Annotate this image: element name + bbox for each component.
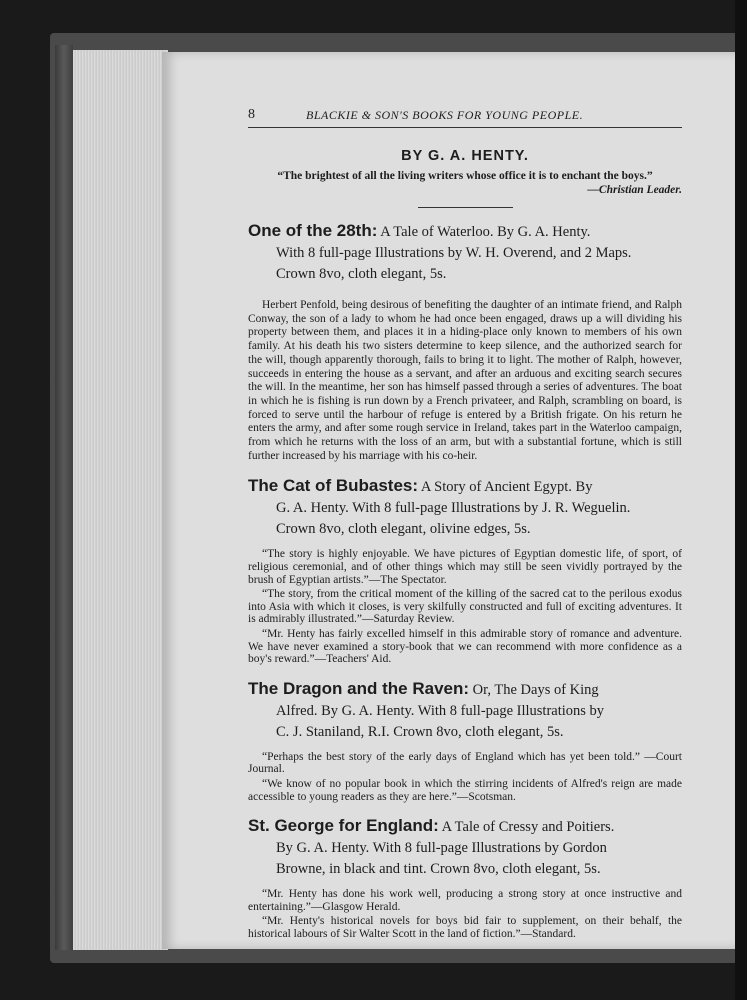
entry-line-3: Crown 8vo, cloth elegant, olivine edges, 5s. xyxy=(276,521,531,538)
entry-heading xyxy=(248,220,682,285)
book-title: The Cat of Bubastes: xyxy=(248,476,419,496)
review-quote: “Mr. Henty has done his work well, producing a strong story at once instructive and entertaining.”—Glasgow Herald. xyxy=(248,888,682,913)
entry-heading xyxy=(248,815,682,880)
review-quote: “The story, from the critical moment of the killing of the sacred cat to the perilous exodus into Asia with which it closes, is very skilfully constructed and full of exciting adventures. It is admirably illustrated.”—Saturday Review. xyxy=(248,588,682,626)
entry-line-1: A Story of Ancient Egypt. By xyxy=(420,479,593,496)
page-number: 8 xyxy=(248,107,256,122)
entry-heading xyxy=(248,678,682,743)
entry-line-1: Or, The Days of King xyxy=(472,681,599,698)
entry-line-2: G. A. Henty. With 8 full-page Illustrations by J. R. Weguelin. xyxy=(276,500,631,517)
entry-line-2: Alfred. By G. A. Henty. With 8 full-page Illustrations by xyxy=(276,702,605,719)
entry-line-3: Crown 8vo, cloth elegant, 5s. xyxy=(276,266,447,282)
book-spine xyxy=(55,45,73,950)
book-entry xyxy=(248,475,682,665)
book-description: Herbert Penfold, being desirous of benefiting the daughter of an intimate friend, and Ralph Conway, the son of a lady to whom he had once been engaged, draws up a will dividing his property between them, and places it in a hiding-place only known to members of his own family. At his death his two sisters determine to keep silence, and the authorized search for the will, though apparently thorough, fails to bring it to light. The mother of Ralph, however, succeeds in entering the house as a servant, and after an arduous and exciting search secures the will. In the meantime, her son has himself passed through a series of adventures. The boat in which he is fishing is run down by a French privateer, and Ralph, scrambling on board, is forced to serve until the harbour of refuge is entered by a British frigate. On his return he enters the army, and after some rough service in Ireland, takes part in the Waterloo campaign, from which he returns with the loss of an arm, but with a substantial fortune, which is still further increased by his marriage with his co-heir. xyxy=(248,299,682,462)
entry-heading xyxy=(248,475,682,540)
divider-rule xyxy=(418,207,513,208)
book-title: St. George for England: xyxy=(248,816,439,836)
epigraph-quote: “The brightest of all the living writers whose office it is to enchant the boys.” xyxy=(277,170,653,182)
page-content xyxy=(248,105,682,941)
review-quote: “Perhaps the best story of the early days of England which has yet been told.” —Court Journal. xyxy=(248,750,682,776)
running-head xyxy=(248,105,682,128)
running-title: BLACKIE & SON'S BOOKS FOR YOUNG PEOPLE. xyxy=(306,108,584,122)
book-title: One of the 28th: xyxy=(248,221,378,240)
review-quote: “We know of no popular book in which the stirring incidents of Alfred's reign are made accessible to young readers as they are here.”—Scotsman. xyxy=(248,777,682,803)
book-title: The Dragon and the Raven: xyxy=(248,678,470,698)
epigraph-source: —Christian Leader. xyxy=(587,184,682,196)
book-entry xyxy=(248,815,682,940)
entry-line-3: Browne, in black and tint. Crown 8vo, cloth elegant, 5s. xyxy=(276,861,601,878)
entry-line-1: A Tale of Waterloo. By G. A. Henty. xyxy=(380,224,591,240)
review-quote: “Mr. Henty has fairly excelled himself in this admirable story of romance and adventure. We have never examined a story-book that we can recommend with more confidence as a boy's reward.”—Teachers' Aid. xyxy=(248,628,682,666)
book-entry xyxy=(248,678,682,803)
review-quote: “The story is highly enjoyable. We have pictures of Egyptian domestic life, of sport, of religious ceremonial, and of other things which may still be seen vividly portrayed by the brush of Egyptian artists.”—The Spectator. xyxy=(248,548,682,586)
book-entry xyxy=(248,220,682,463)
background-edge xyxy=(735,0,747,1000)
entry-line-3: C. J. Staniland, R.I. Crown 8vo, cloth elegant, 5s. xyxy=(276,723,564,740)
entry-line-2: With 8 full-page Illustrations by W. H. Overend, and 2 Maps. xyxy=(276,245,632,261)
review-quote: “Mr. Henty's historical novels for boys bid fair to supplement, on their behalf, the historical labours of Sir Walter Scott in the land of fiction.”—Standard. xyxy=(248,915,682,940)
page-edges xyxy=(73,50,168,950)
author-heading: BY G. A. HENTY. xyxy=(401,148,529,164)
entry-line-1: A Tale of Cressy and Poitiers. xyxy=(441,819,615,836)
entry-line-2: By G. A. Henty. With 8 full-page Illustrations by Gordon xyxy=(276,840,607,857)
